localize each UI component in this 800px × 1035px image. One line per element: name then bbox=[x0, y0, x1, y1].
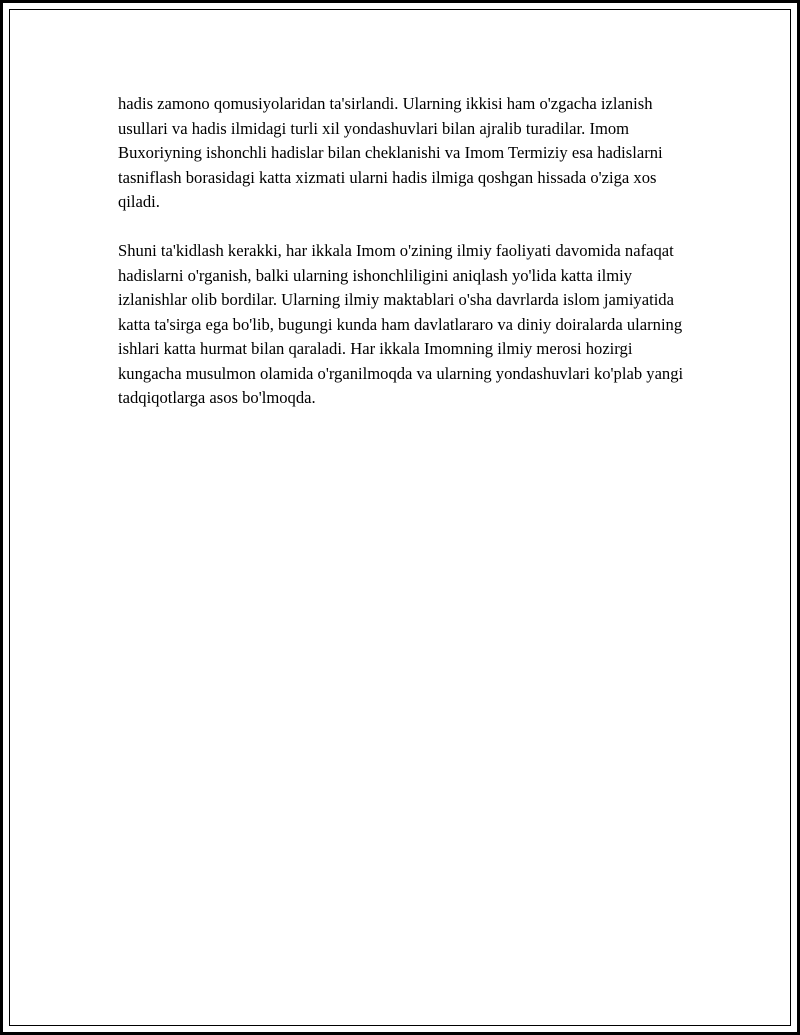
paragraph-2: Shuni ta'kidlash kerakki, har ikkala Imom o'zining ilmiy faoliyati davomida nafaqat hadislarni o'rganish, balki ularning ishonchliligini aniqlash yo'lida katta ilmiy izlanishlar olib bordilar. Ularning ilmiy maktablari o'sha davrlarda islom jamiyatida katta ta'sirga ega bo'lib, bugungi kunda ham davlatlararo va diniy doiralarda ularning ishlari katta hurmat bilan qaraladi. Har ikkala Imomning ilmiy merosi hozirgi kungacha musulmon olamida o'rganilmoqda va ularning yondashuvlari ko'plab yangi tadqiqotlarga asos bo'lmoqda. bbox=[118, 241, 684, 407]
paragraph-1: hadis zamono qomusiyolaridan ta'sirlandi. Ularning ikkisi ham o'zgacha izlanish usullari va hadis ilmidagi turli xil yondashuvlari bilan ajralib turadilar. Imom Buxoriyning ishonchli hadislar bilan cheklanishi va Imom Termiziy esa hadislarni tasniflash borasidagi katta xizmati ularni hadis ilmiga qoshgan hissada o'ziga xos qiladi. bbox=[118, 94, 663, 211]
document-body bbox=[118, 92, 693, 435]
